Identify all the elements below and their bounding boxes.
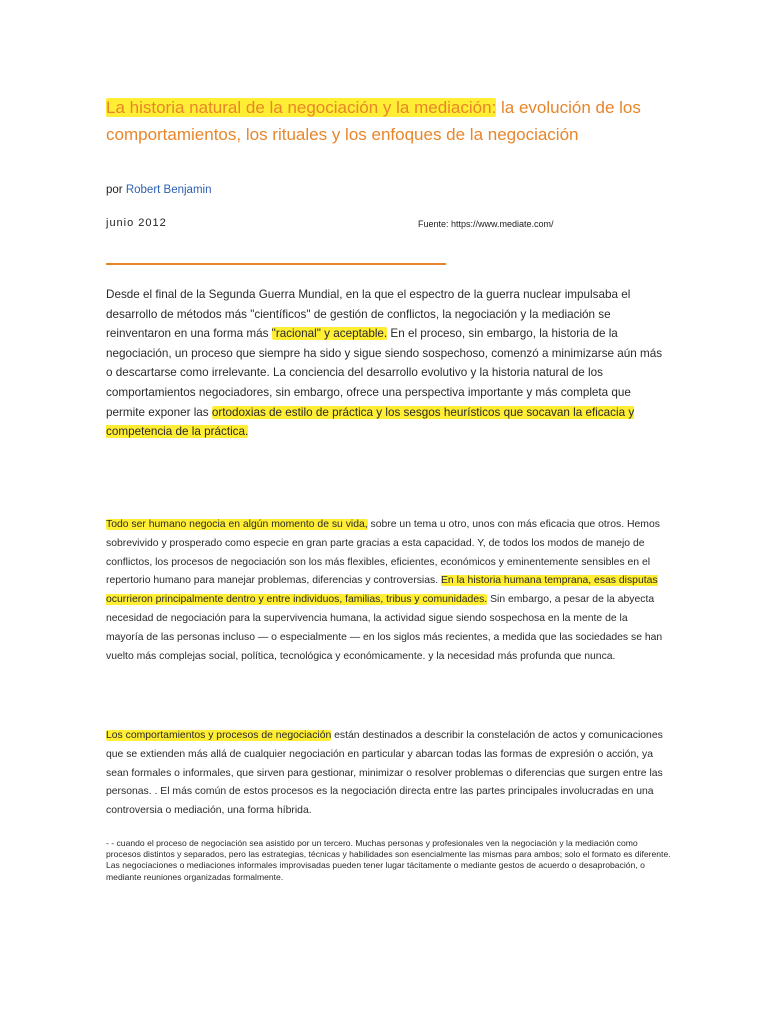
paragraph-3-text-a: están destinados a describir la constelación de actos y comunicaciones que se extienden más allá de cualquier negociación en particular y abarcan todas las formas de expresión o acción, ya sean formales o informales, que sirven para gestionar, minimizar o resolver problemas o diferencias que surgen entre las personas. . El más común de estos procesos es la negociación directa entre las partes principales involucradas en una controversia o mediación, una forma híbrida. bbox=[106, 730, 663, 817]
paragraph-2-highlight-a: Todo ser humano negocia en algún momento de su vida, bbox=[106, 519, 368, 530]
title-highlight: La historia natural de la negociación y la mediación: bbox=[106, 98, 497, 117]
author-link[interactable]: Robert Benjamin bbox=[125, 184, 212, 196]
paragraph-2 bbox=[106, 516, 666, 666]
paragraph-3-highlight-a: Los comportamientos y procesos de negociación bbox=[106, 730, 332, 741]
paragraph-1-highlight-b: ortodoxias de estilo de práctica y los sesgos heurísticos que socavan la eficacia y competencia de la práctica. bbox=[106, 405, 635, 439]
paragraph-3 bbox=[106, 727, 666, 821]
horizontal-divider bbox=[106, 263, 446, 265]
paragraph-1-text-b: En el proceso, sin embargo, la historia de la negociación, un proceso que siempre ha sido y sigue siendo sospechoso, comenzó a minimizarse aún más o descartarse como irrelevante. La conciencia del desarrollo evolutivo y la historia natural de los comportamientos negociadores, sin embargo, ofrece una perspectiva importante y más completa que permite exponer las bbox=[106, 327, 663, 419]
title-rest: la evolución de los comportamientos, los rituales y los enfoques de la negociación bbox=[106, 98, 641, 144]
source-url: Fuente: https://www.mediate.com/ bbox=[418, 219, 554, 229]
paragraph-2-text-a: sobre un tema u otro, unos con más eficacia que otros. Hemos sobrevivido y prosperado como especie en gran parte gracias a esta capacidad. Y, de todos los modos de manejo de conflictos, los procesos de negociación son los más flexibles, eficientes, económicos y eminentemente sensibles en el repertorio humano para manejar problemas, diferencias y controversias. bbox=[106, 519, 660, 587]
paragraph-2-highlight-b: En la historia humana temprana, esas disputas ocurrieron principalmente dentro y entre individuos, familias, tribus y comunidades. bbox=[106, 575, 658, 606]
paragraph-1 bbox=[106, 285, 666, 442]
article-title bbox=[106, 94, 666, 148]
footnote: - - cuando el proceso de negociación sea asistido por un tercero. Muchas personas y profesionales ven la negociación y la mediación como procesos distintos y separados, pero las estrategias, técnicas y habilidades son esencialmente las mismas para ambos; solo el formato es diferente. Las negociaciones o mediaciones informales improvisadas pueden tener lugar tácitamente o mediante gestos de acuerdo o desaprobación, o mediante reuniones organizadas formalmente. bbox=[106, 838, 671, 882]
paragraph-1-text-a: Desde el final de la Segunda Guerra Mundial, en la que el espectro de la guerra nuclear impulsaba el desarrollo de métodos más "científicos" de gestión de conflictos, la negociación y la mediación se reinventaron en una forma más bbox=[106, 288, 631, 341]
byline bbox=[106, 184, 211, 196]
paragraph-1-highlight-a: "racional" y aceptable. bbox=[271, 327, 388, 341]
publication-date: junio 2012 bbox=[106, 217, 167, 229]
paragraph-2-text-b: Sin embargo, a pesar de la abyecta necesidad de negociación para la supervivencia humana, la actividad sigue siendo sospechosa en la mente de la mayoría de las personas incluso — o especialmente — en los siglos más recientes, a medida que las sociedades se han vuelto más complejas social, política, tecnológica y económicamente. y la necesidad más profunda que nunca. bbox=[106, 594, 663, 662]
byline-prefix: por bbox=[106, 184, 126, 196]
